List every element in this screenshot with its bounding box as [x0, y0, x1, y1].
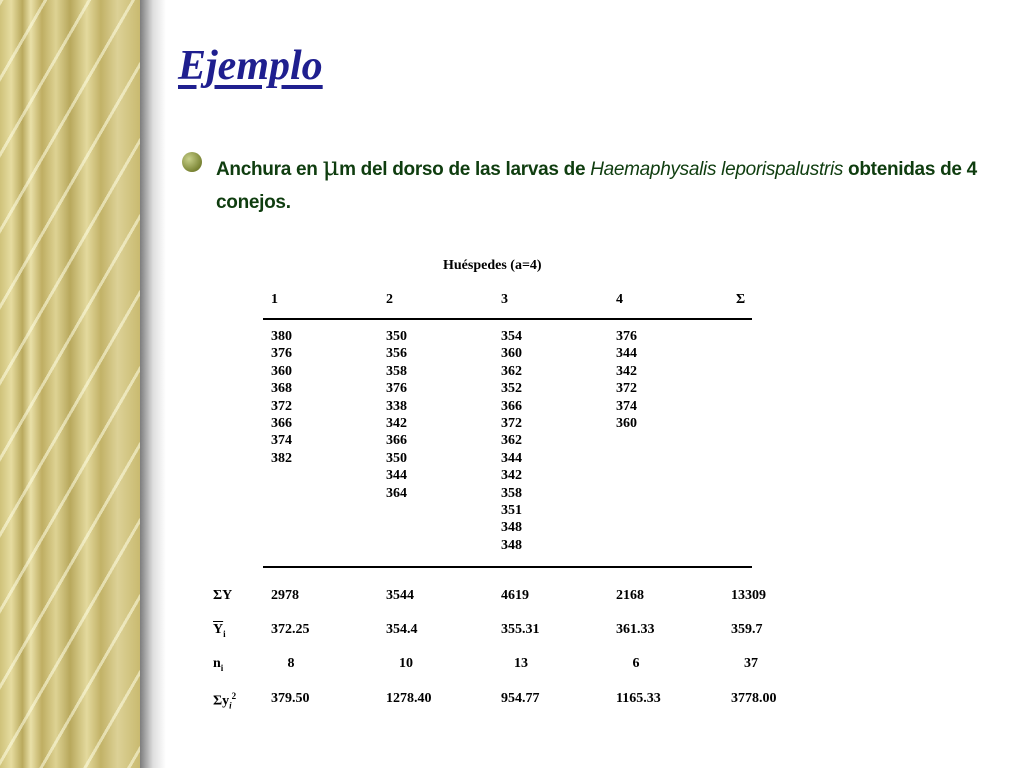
- table-cell: 344: [386, 468, 407, 484]
- row-label-sum-sq: $\Sigma y_i^2$: [213, 691, 237, 711]
- table-cell: 348: [501, 520, 522, 536]
- header-host-2: 2: [386, 292, 393, 307]
- column-host-3: [501, 328, 522, 554]
- decorative-side-band: [0, 0, 140, 768]
- row-label-sum-y: ΣY: [213, 588, 233, 603]
- mean-host-1: 372.25: [271, 622, 310, 637]
- table-cell: 342: [386, 415, 407, 431]
- table-cell: 344: [501, 450, 522, 466]
- group-label: Huéspedes (a=4): [443, 258, 542, 273]
- table-cell: 368: [271, 381, 292, 397]
- sum-y-host-4: 2168: [616, 588, 644, 603]
- sum-sq-host-3: 954.77: [501, 691, 540, 706]
- table-cell: 362: [501, 433, 522, 449]
- bullet-text: [216, 151, 1006, 219]
- table-cell: 372: [501, 415, 522, 431]
- bullet-text-part1: Anchura en: [216, 159, 323, 180]
- table-cell: 352: [501, 381, 522, 397]
- sum-y-host-3: 4619: [501, 588, 529, 603]
- table-cell: 356: [386, 346, 407, 362]
- table-cell: 366: [386, 433, 407, 449]
- data-rule: [263, 566, 752, 568]
- table-cell: 374: [616, 398, 637, 414]
- mean-total: 359.7: [731, 622, 763, 637]
- table-cell: 374: [271, 433, 292, 449]
- table-cell: 376: [386, 381, 407, 397]
- table-cell: 348: [501, 537, 522, 553]
- mean-host-3: 355.31: [501, 622, 540, 637]
- table-cell: 350: [386, 329, 407, 344]
- mu-symbol: μ: [322, 152, 340, 182]
- table-cell: 376: [271, 346, 292, 362]
- table-cell: 380: [271, 329, 292, 344]
- table-cell: 360: [616, 415, 637, 431]
- table-cell: 342: [616, 363, 637, 379]
- table-cell: 344: [616, 346, 637, 362]
- n-host-1: 8: [287, 656, 295, 671]
- slide-title: Ejemplo: [178, 43, 323, 89]
- table-cell: 366: [501, 398, 522, 414]
- table-cell: 382: [271, 450, 292, 466]
- table-cell: 360: [271, 363, 292, 379]
- sum-sq-total: 3778.00: [731, 691, 777, 706]
- bullet-text-part3: obtenidas de 4 conejos.: [216, 159, 977, 213]
- species-name: Haemaphysalis leporispalustris: [590, 159, 844, 180]
- header-rule: [263, 318, 752, 320]
- mean-host-4: 361.33: [616, 622, 655, 637]
- bullet-text-part2: m del dorso de las larvas de: [339, 159, 591, 180]
- header-sum: Σ: [736, 292, 746, 307]
- bullet-dot-icon: [182, 152, 202, 172]
- table-cell: 354: [501, 329, 522, 344]
- column-host-4: [616, 328, 637, 432]
- table-cell: 338: [386, 398, 407, 414]
- table-cell: 364: [386, 485, 407, 501]
- table-cell: 372: [616, 381, 637, 397]
- column-host-2: [386, 328, 407, 502]
- table-cell: 372: [271, 398, 292, 414]
- sum-y-total: 13309: [731, 588, 766, 603]
- sum-sq-host-4: 1165.33: [616, 691, 661, 706]
- table-cell: 358: [501, 485, 522, 501]
- n-host-3: 13: [514, 656, 528, 671]
- table-cell: 366: [271, 415, 292, 431]
- row-label-mean: $\overline{Y}_i$: [213, 622, 226, 639]
- table-cell: 358: [386, 363, 407, 379]
- table-cell: 376: [616, 329, 637, 344]
- sum-sq-host-1: 379.50: [271, 691, 310, 706]
- table-cell: 351: [501, 502, 522, 518]
- header-host-1: 1: [271, 292, 278, 307]
- column-host-1: [271, 328, 292, 467]
- mean-host-2: 354.4: [386, 622, 418, 637]
- table-cell: 360: [501, 346, 522, 362]
- header-host-3: 3: [501, 292, 508, 307]
- table-cell: 362: [501, 363, 522, 379]
- side-band-shadow: [140, 0, 166, 768]
- n-host-2: 10: [399, 656, 413, 671]
- header-host-4: 4: [616, 292, 623, 307]
- sum-y-host-1: 2978: [271, 588, 299, 603]
- n-total: 37: [744, 656, 758, 671]
- row-label-n: $n_i$: [213, 656, 224, 673]
- sum-y-host-2: 3544: [386, 588, 414, 603]
- sum-sq-host-2: 1278.40: [386, 691, 432, 706]
- table-cell: 350: [386, 450, 407, 466]
- n-host-4: 6: [632, 656, 640, 671]
- table-cell: 342: [501, 468, 522, 484]
